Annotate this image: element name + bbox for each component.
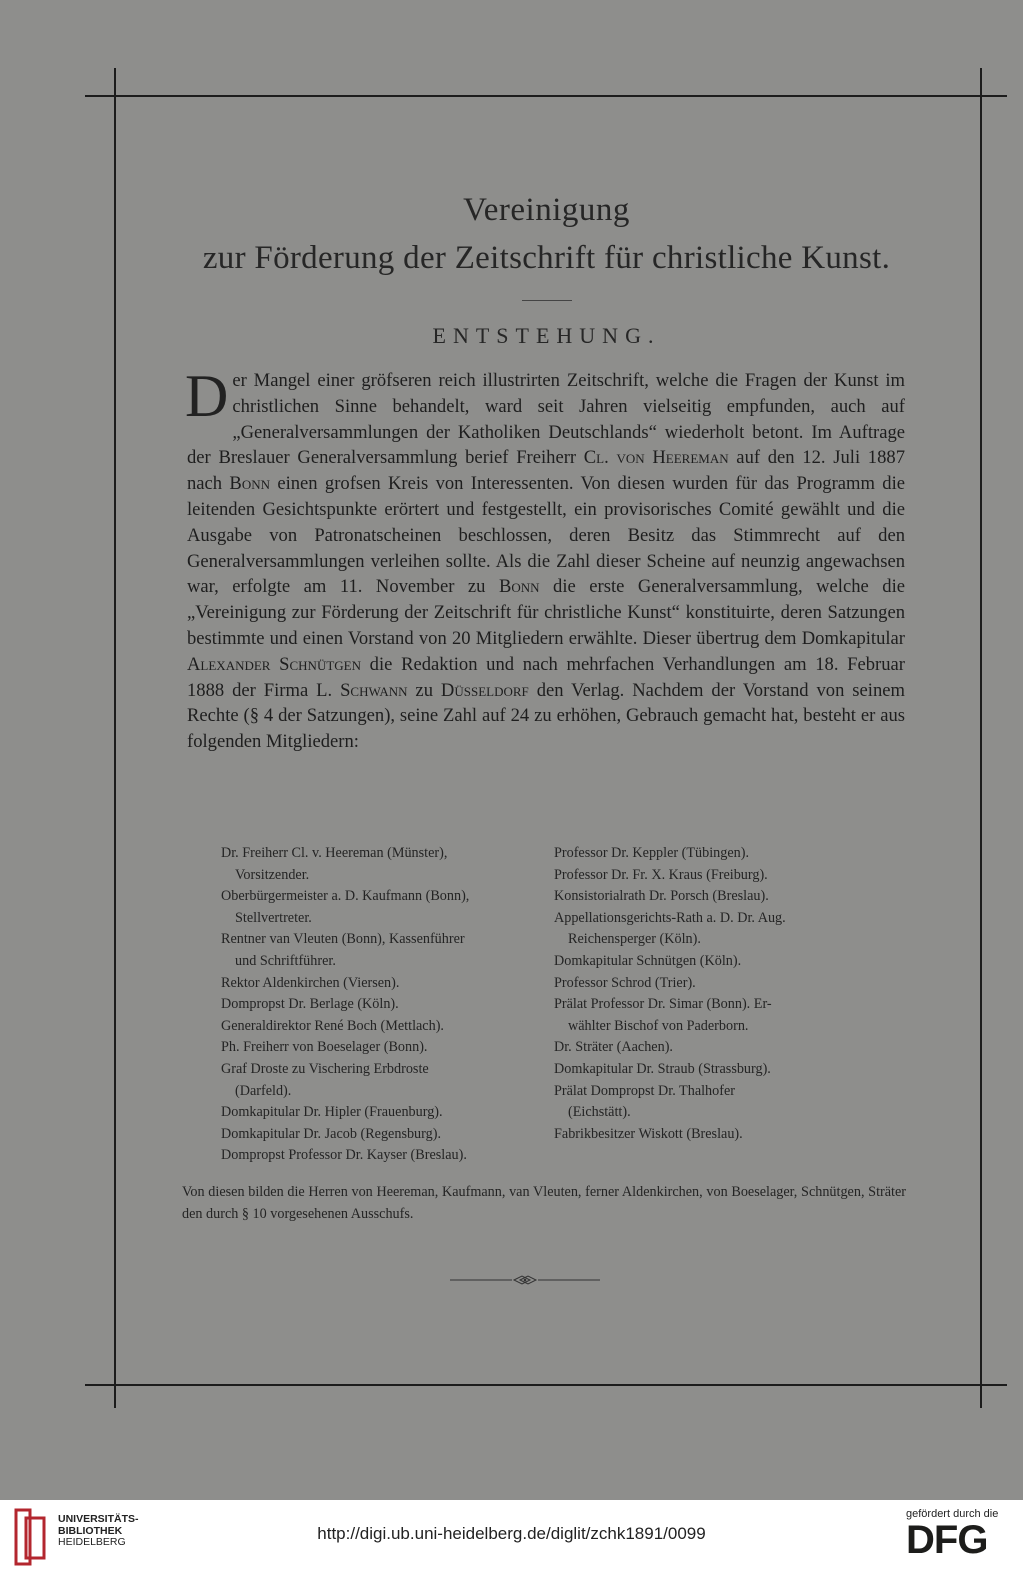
committee-note: Von diesen bilden die Herren von Heereman, Kaufmann, van Vleuten, ferner Aldenkirchen, von Boeselager, Schnütgen, Sträter den durch § 10 vorgesehenen Ausschufs. bbox=[182, 1184, 906, 1222]
member-line: Professor Dr. Fr. X. Kraus (Freiburg). bbox=[554, 866, 768, 883]
library-name-line: HEIDELBERG bbox=[58, 1536, 126, 1548]
member-line: Ph. Freiherr von Boeselager (Bonn). bbox=[221, 1039, 428, 1056]
body-text: einen grofsen Kreis von Interessenten. Von diesen wurden für das Programm die leitenden Gesichtspunkte erörtert und festgestellt, ein provisorisches Comité gewählt und die Ausgabe von Patronatscheinen beschlossen, deren Besitz das Stimmrecht auf den Generalversammlungen verleihen sollte. Als die Zahl dieser Scheine auf neunzig angewachsen war, erfolgte am 11. November zu bbox=[187, 473, 905, 598]
person-name: Schwann bbox=[340, 679, 408, 701]
member-line: Generaldirektor René Boch (Mettlach). bbox=[221, 1017, 444, 1034]
body-text: zu bbox=[407, 679, 441, 701]
body-text: die Redaktion und nach mehrfachen Verhandlungen am 18. Februar 1888 der Firma L. bbox=[187, 653, 905, 701]
members-list-right bbox=[554, 843, 884, 1145]
member-line: Dr. Sträter (Aachen). bbox=[554, 1039, 673, 1056]
permalink-url[interactable]: http://digi.ub.uni-heidelberg.de/diglit/zchk1891/0099 bbox=[317, 1524, 706, 1543]
page-title-line1: Vereinigung bbox=[463, 192, 630, 228]
body-text: er Mangel einer gröfseren reich illustrirten Zeitschrift, welche die Fragen der Kunst im christlichen Sinne behandelt, ward seit Jahren vielseitig empfunden, auch auf „Generalversammlungen der Katholiken Deutschlands“ wiederholt betont. Im Auftrage der Breslauer Generalversammlung berief Freiherr bbox=[187, 370, 905, 469]
member-line: Prälat Professor Dr. Simar (Bonn). Er- bbox=[554, 996, 772, 1013]
member-line: Dompropst Professor Dr. Kayser (Breslau). bbox=[221, 1147, 467, 1164]
body-text: die erste Generalversammlung, welche die „Vereinigung zur Förderung der Zeitschrift für christliche Kunst“ konstituirte, deren Satzungen bestimmte und einen Vorstand von 20 Mitgliedern erwählte. Dieser übertrug dem Domkapitular bbox=[187, 576, 905, 649]
member-line: Konsistorialrath Dr. Porsch (Breslau). bbox=[554, 888, 769, 905]
person-name: Cl. von Heereman bbox=[583, 447, 729, 469]
person-name: Alexander Schnütgen bbox=[187, 653, 361, 675]
title-separator bbox=[522, 300, 572, 301]
member-line: Rentner van Vleuten (Bonn), Kassenführer bbox=[221, 931, 465, 948]
place-name: Bonn bbox=[229, 473, 270, 495]
member-line: Dompropst Dr. Berlage (Köln). bbox=[221, 996, 399, 1013]
member-line: wählter Bischof von Paderborn. bbox=[568, 1017, 749, 1034]
library-name-line: BIBLIOTHEK bbox=[58, 1524, 123, 1537]
member-line: Domkapitular Dr. Hipler (Frauenburg). bbox=[221, 1104, 443, 1121]
body-text: den Verlag. Nachdem der Vorstand von seinem Rechte (§ 4 der Satzungen), seine Zahl auf 24 zu erhöhen, Gebrauch gemacht hat, besteht er aus folgenden Mitgliedern: bbox=[187, 679, 905, 753]
page-title-line2: zur Förderung der Zeitschrift für christliche Kunst. bbox=[202, 240, 891, 276]
members-list-left bbox=[221, 843, 551, 1167]
member-line: Reichensperger (Köln). bbox=[568, 931, 701, 948]
digitization-footer bbox=[0, 1500, 1023, 1578]
funding-caption: gefördert durch die bbox=[906, 1508, 999, 1520]
member-line: Domkapitular Dr. Straub (Strassburg). bbox=[554, 1060, 771, 1077]
body-paragraph bbox=[185, 363, 905, 755]
member-line: Appellationsgerichts-Rath a. D. Dr. Aug. bbox=[554, 909, 786, 926]
member-line: Domkapitular Schnütgen (Köln). bbox=[554, 952, 742, 969]
member-line: Stellvertreter. bbox=[235, 909, 312, 926]
library-name-line: UNIVERSITÄTS- bbox=[58, 1513, 139, 1525]
section-heading: ENTSTEHUNG. bbox=[432, 323, 661, 348]
bottom-border-rule bbox=[85, 1384, 1007, 1386]
dfg-logo: DFG bbox=[906, 1518, 988, 1562]
member-line: Vorsitzender. bbox=[235, 866, 310, 883]
member-line: Dr. Freiherr Cl. v. Heereman (Münster), bbox=[221, 845, 448, 861]
member-line: Professor Dr. Keppler (Tübingen). bbox=[554, 845, 750, 861]
place-name: Düsseldorf bbox=[440, 679, 529, 701]
member-line: (Eichstätt). bbox=[568, 1104, 631, 1121]
top-border-rule bbox=[85, 95, 1007, 97]
member-line: Oberbürgermeister a. D. Kaufmann (Bonn), bbox=[221, 888, 470, 905]
member-line: und Schriftführer. bbox=[235, 952, 336, 969]
member-line: Rektor Aldenkirchen (Viersen). bbox=[221, 974, 400, 991]
member-line: (Darfeld). bbox=[235, 1082, 292, 1099]
body-text: auf den 12. Juli 1887 nach bbox=[187, 447, 905, 495]
member-line: Graf Droste zu Vischering Erbdroste bbox=[221, 1060, 429, 1077]
member-line: Domkapitular Dr. Jacob (Regensburg). bbox=[221, 1125, 441, 1142]
member-line: Prälat Dompropst Dr. Thalhofer bbox=[554, 1082, 735, 1099]
place-name: Bonn bbox=[498, 576, 540, 598]
member-line: Fabrikbesitzer Wiskott (Breslau). bbox=[554, 1125, 743, 1142]
member-line: Professor Schrod (Trier). bbox=[554, 974, 696, 991]
ornament-divider bbox=[450, 1274, 600, 1286]
drop-cap: D bbox=[185, 363, 229, 429]
